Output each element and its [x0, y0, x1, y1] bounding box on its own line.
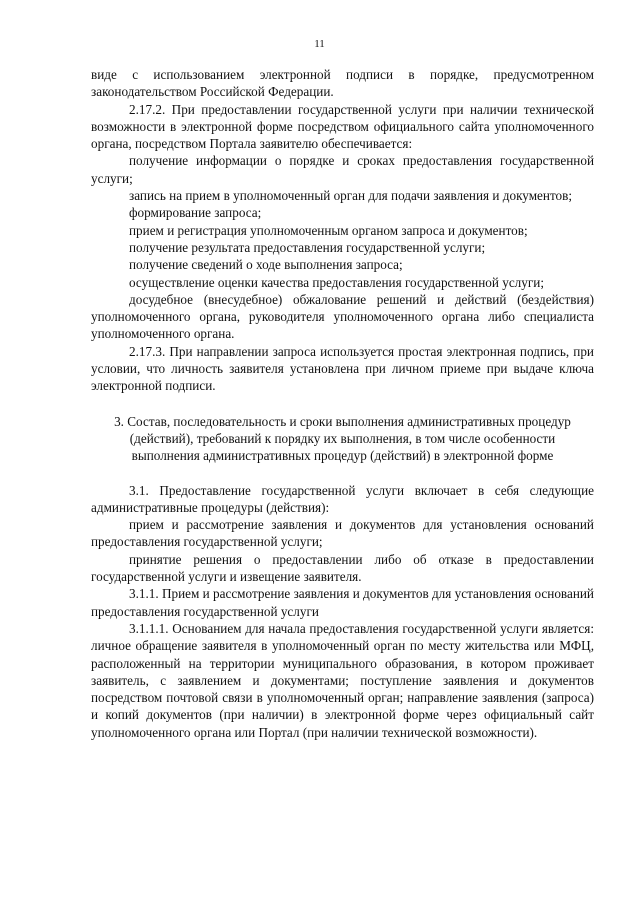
list-item: прием и регистрация уполномоченным органом запроса и документов;	[129, 222, 528, 238]
list-item: прием и рассмотрение заявления и документов для установления оснований предоставления государственной услуги;	[91, 517, 594, 550]
list-item: запись на прием в уполномоченный орган для подачи заявления и документов;	[129, 188, 573, 204]
paragraph-3-1: 3.1. Предоставление государственной услуги включает в себя следующие административные процедуры (действия):	[91, 482, 594, 515]
paragraph-2-17-2: 2.17.2. При предоставлении государственной услуги при наличии технической возможности в электронной форме посредством официального сайта уполномоченного органа, посредством Портала заявителю обеспечивается:	[91, 101, 594, 152]
list-item: получение информации о порядке и сроках предоставления государственной услуги;	[91, 153, 594, 186]
section-heading: 3. Состав, последовательность и сроки выполнения административных процедур (действий), требований к порядку их выполнения, в том числе особенности выполнения административных процедур (действий) в электронной форме	[114, 413, 571, 464]
paragraph-3-1-1: 3.1.1. Прием и рассмотрение заявления и документов для установления оснований предоставления государственной услуги	[91, 586, 594, 619]
list-item: получение сведений о ходе выполнения запроса;	[129, 257, 403, 273]
list-item: досудебное (внесудебное) обжалование решений и действий (бездействия) уполномоченного органа, руководителя уполномоченного органа либо специалиста уполномоченного органа.	[91, 291, 594, 342]
paragraphs-bottom	[91, 482, 594, 741]
paragraph-2-17-3: 2.17.3. При направлении запроса используется простая электронная подпись, при условии, что личность заявителя установлена при личном приеме при выдаче ключа электронной подписи.	[91, 343, 594, 394]
list-item: получение результата предоставления государственной услуги;	[129, 239, 486, 255]
list-item: принятие решения о предоставлении либо об отказе в предоставлении государственной услуги и извещение заявителя.	[91, 551, 594, 585]
page-content	[91, 66, 594, 741]
page-number: 11	[314, 38, 325, 50]
list-item: осуществление оценки качества предоставления государственной услуги;	[129, 274, 544, 290]
list-item: формирование запроса;	[129, 205, 262, 221]
paragraphs-top	[91, 66, 594, 395]
paragraph-continuation: виде с использованием электронной подписи в порядке, предусмотренном законодательством Российской Федерации.	[91, 67, 594, 100]
paragraph-3-1-1-1: 3.1.1.1. Основанием для начала предоставления государственной услуги является: личное обращение заявителя в уполномоченный орган по месту жительства или МФЦ, расположенный на территории муниципального образования, в котором проживает заявитель, с заявлением и документами; поступление заявления и документов посредством почтовой связи в уполномоченный орган; направление заявления (запроса) и копий документов (при наличии) в электронной форме через официальный сайт уполномоченного органа или Портал (при наличии технической возможности).	[91, 620, 594, 740]
